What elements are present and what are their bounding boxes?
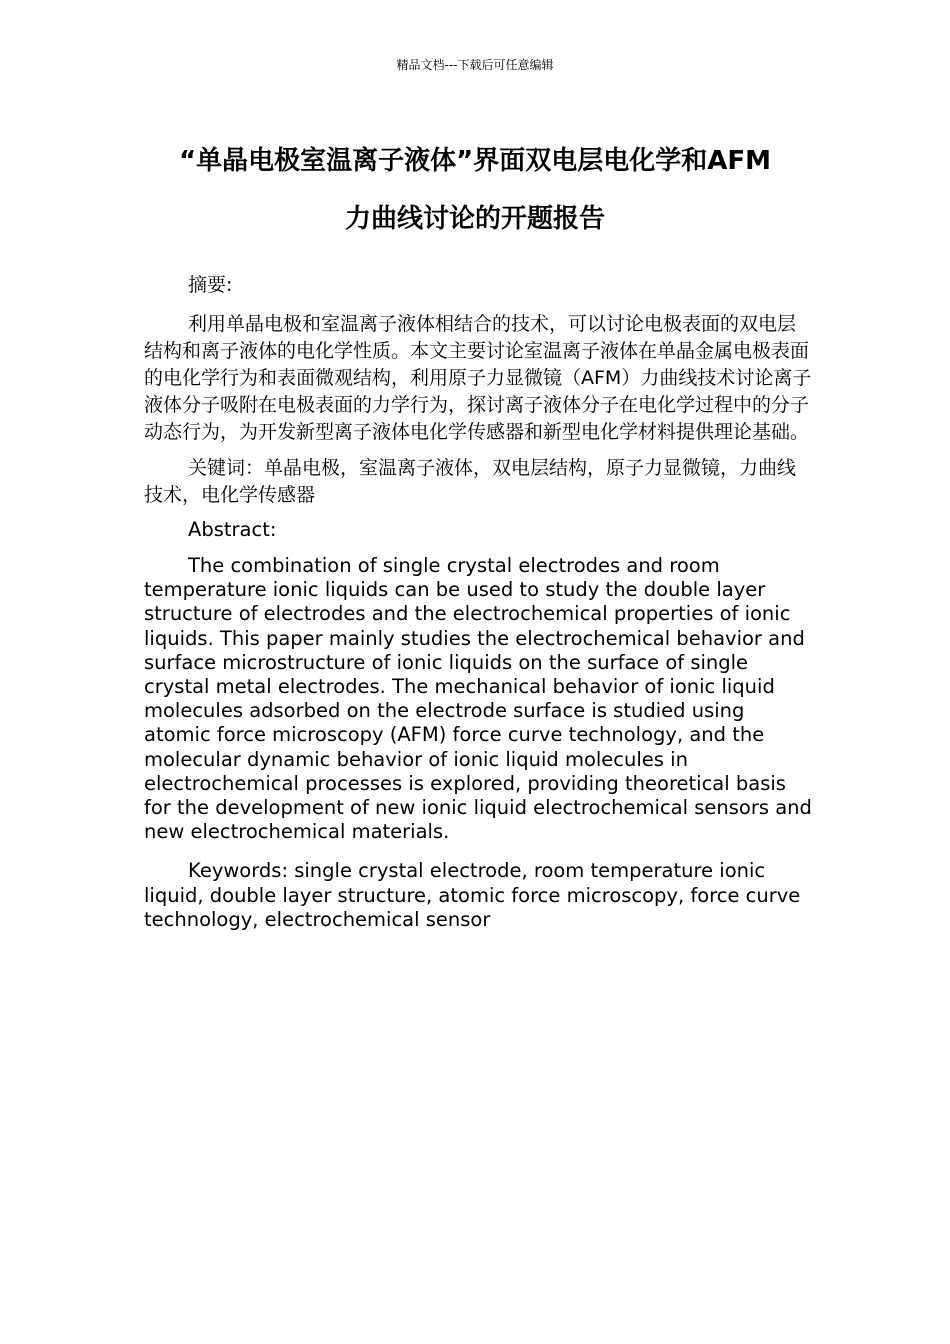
abstract-zh-body: 利用单晶电极和室温离子液体相结合的技术，可以讨论电极表面的双电层结构和离子液体的电化学性质。本文主要讨论室温离子液体在单晶金属电极表面的电化学行为和表面微观结构，利用原子力显微镜（AFM）力曲线技术讨论离子液体分子吸附在电极表面的力学行为，探讨离子液体分子在电化学过程中的分子动态行为，为开发新型离子液体电化学传感器和新型电化学材料提供理论基础。 — [144, 313, 812, 443]
abstract-en-label: Abstract: — [188, 518, 277, 541]
document-body — [144, 272, 812, 947]
page-header-watermark: 精品文档---下载后可任意编辑 — [396, 58, 554, 72]
document-title — [135, 132, 815, 248]
abstract-en-body: The combination of single crystal electrodes and room temperature ionic liquids can be used to study the double layer structure of electrodes and the electrochemical properties of ionic liquids. This paper mainly studies the electrochemical behavior and surface microstructure of ionic liquids on the surface of single crystal metal electrodes. The mechanical behavior of ionic liquid molecules adsorbed on the electrode surface is studied using atomic force microscopy (AFM) force curve technology, and the molecular dynamic behavior of ionic liquid molecules in electrochemical processes is explored, providing theoretical basis for the development of new ionic liquid electrochemical sensors and new electrochemical materials. — [144, 554, 812, 844]
keywords-zh: 关键词：单晶电极，室温离子液体，双电层结构，原子力显微镜，力曲线技术，电化学传感器 — [144, 457, 797, 506]
keywords-en: Keywords: single crystal electrode, room temperature ionic liquid, double layer structure, atomic force microscopy, force curve technology, electrochemical sensor — [144, 859, 801, 931]
abstract-zh-label: 摘要: — [188, 274, 233, 296]
title-line-2: 力曲线讨论的开题报告 — [344, 204, 605, 234]
title-line-1: “单晶电极室温离子液体”界面双电层电化学和AFM — [179, 146, 771, 176]
